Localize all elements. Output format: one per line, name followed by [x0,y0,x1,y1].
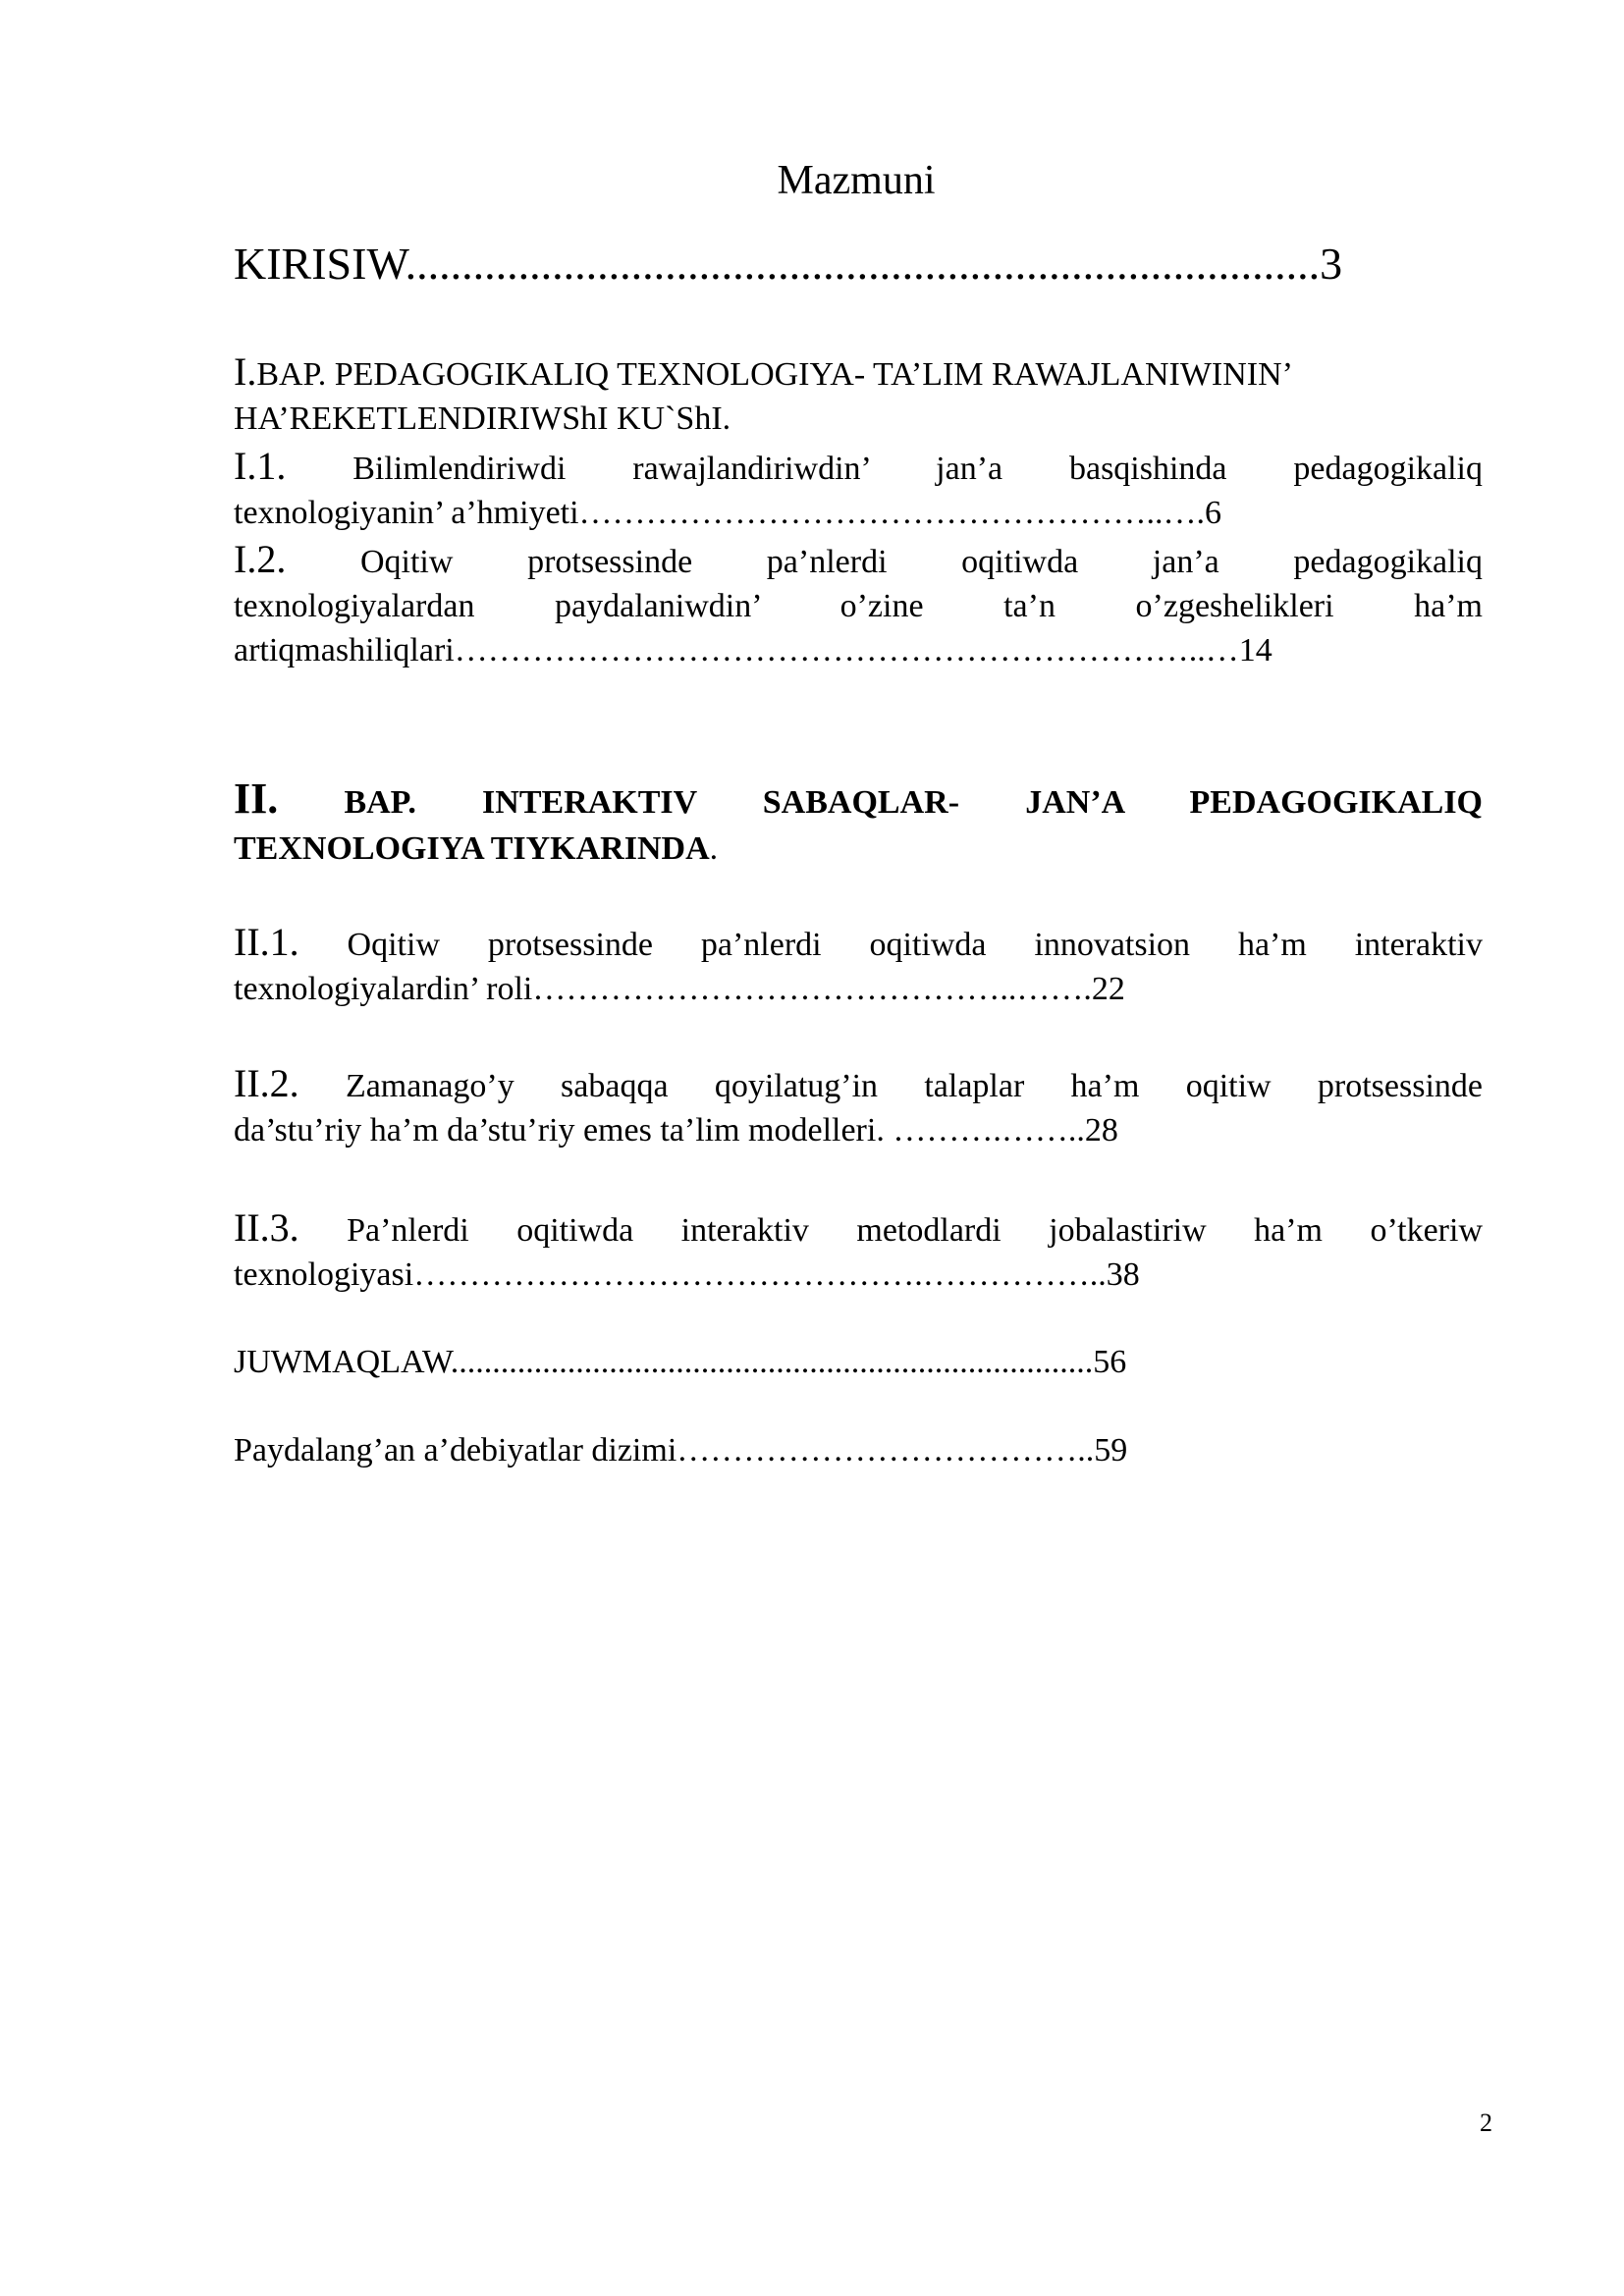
toc-entry-1-2 [234,537,1483,672]
entry-2-2-text-1: Zamanago’y sabaqqa qoyilatug’in talaplar ha’m oqitiw protsessinde [345,1068,1483,1104]
toc-entry-kirisiw: KIRISIW.................................................................................3 [234,239,1343,289]
chapter-2-heading-line-2 [234,826,1483,872]
page-number: 2 [1480,2109,1492,2137]
chapter-1-heading-line-1 [234,349,1483,397]
chapter-1-title-part-1: BAP. PEDAGOGIKALIQ TEXNOLOGIYA- TA’LIM RAWAJLANIWININ’ [256,356,1294,393]
entry-2-1-text-2: texnologiyalardin’ roli……………………………………..…….22 [234,971,1125,1007]
toc-entry-juwmaqlaw: JUWMAQLAW.............................................................................56 [234,1344,1127,1380]
chapter-2-title-part-2: TEXNOLOGIYA TIYKARINDA [234,830,710,867]
entry-2-1-text-1: Oqitiw protsessinde pa’nlerdi oqitiwda innovatsion ha’m interaktiv [347,927,1483,963]
page-title: Mazmuni [777,158,936,203]
entry-1-1-text-1: Bilimlendiriwdi rawajlandiriwdin’ jan’a basqishinda pedagogikaliq [352,451,1483,487]
chapter-2-heading-line-1 [234,775,1483,826]
chapter-2-number: II. [234,774,279,823]
chapter-1-title-part-2: HA’REKETLENDIRIWShI KU`ShI. [234,400,731,437]
entry-2-1-line-1 [234,920,1483,967]
entry-1-1-line-1 [234,444,1483,491]
entry-2-3-text-2: texnologiyasi……………………………………….……………..38 [234,1256,1140,1293]
entry-1-2-text-1: Oqitiw protsessinde pa’nlerdi oqitiwda jan’a pedagogikaliq [359,544,1484,580]
entry-1-1-text-2: texnologiyanin’ a’hmiyeti……………………………………………..….6 [234,495,1222,531]
toc-entry-bibliography: Paydalang’an a’debiyatlar dizimi………………………………..59 [234,1432,1128,1468]
toc-chapter-2-heading [234,775,1483,872]
entry-2-2-line-1 [234,1061,1483,1108]
toc-entry-2-2 [234,1061,1483,1152]
entry-1-2-text-2: texnologiyalardan paydalaniwdin’ o’zine ta’n o’zgeshelikleri ha’m [234,588,1483,624]
chapter-2-title-part-1: BAP. INTERAKTIV SABAQLAR- JAN’A PEDAGOGIKALIQ [344,784,1483,821]
entry-1-2-number: I.2. [234,537,287,581]
chapter-2-title-end: . [709,830,719,867]
entry-1-1-number: I.1. [234,444,287,488]
toc-entry-2-3 [234,1205,1483,1297]
entry-2-3-line-1 [234,1205,1483,1253]
entry-2-3-number: II.3. [234,1205,299,1250]
entry-2-2-number: II.2. [234,1061,299,1105]
toc-chapter-1-heading [234,349,1483,441]
entry-1-2-line-1 [234,537,1483,584]
entry-1-2-text-3: artiqmashiliqlari…………………………………………………………..…14 [234,632,1272,668]
entry-2-2-text-2: da’stu’riy ha’m da’stu’riy emes ta’lim modelleri. ……….……..28 [234,1112,1118,1148]
entry-2-1-number: II.1. [234,920,299,964]
toc-entry-2-1 [234,920,1483,1011]
toc-entry-1-1 [234,444,1483,535]
entry-2-3-text-1: Pa’nlerdi oqitiwda interaktiv metodlardi jobalastiriw ha’m o’tkeriw [347,1212,1484,1249]
chapter-1-number: I. [234,349,257,394]
